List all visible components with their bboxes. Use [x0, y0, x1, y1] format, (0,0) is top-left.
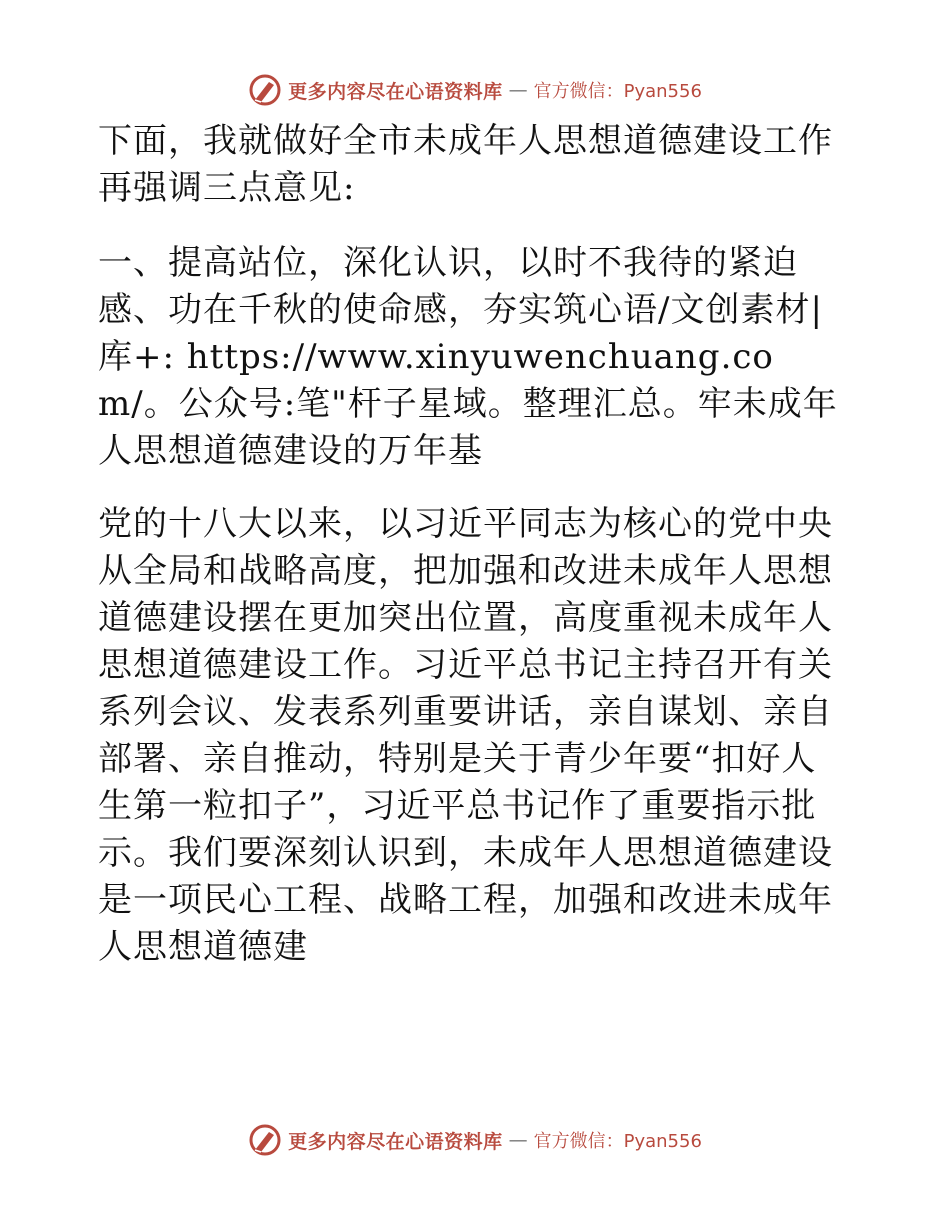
document-body [98, 118, 850, 999]
footer-separator: — [508, 1129, 528, 1151]
paragraph-section-one-heading: 一、提高站位，深化认识，以时不我待的紧迫感、功在千秋的使命感，夯实筑心语/文创素材|库+: https://www.xinyuwenchuang.com/。公众号:笔"杆子星域。整理汇总。牢未成年人思想道德建设的万年基 [98, 243, 838, 471]
pen-nib-logo-icon [248, 73, 282, 107]
paragraph-intro: 下面，我就做好全市未成年人思想道德建设工作再强调三点意见: [98, 121, 833, 208]
header-wechat-text: 官方微信：Pyan556 [533, 81, 702, 102]
footer-banner [0, 1120, 950, 1160]
pen-nib-logo-icon [248, 1123, 282, 1157]
header-separator: — [508, 79, 528, 101]
header-banner [0, 70, 950, 110]
header-brand-text: 更多内容尽在心语资料库 [288, 80, 503, 103]
footer-wechat-text: 官方微信：Pyan556 [533, 1131, 702, 1152]
footer-brand-text: 更多内容尽在心语资料库 [288, 1130, 503, 1153]
paragraph-section-one-body: 党的十八大以来，以习近平同志为核心的党中央从全局和战略高度，把加强和改进未成年人思想道德建设摆在更加突出位置，高度重视未成年人思想道德建设工作。习近平总书记主持召开有关系列会议、发表系列重要讲话，亲自谋划、亲自部署、亲自推动，特别是关于青少年要“扣好人生第一粒扣子”，习近平总书记作了重要指示批示。我们要深刻认识到，未成年人思想道德建设是一项民心工程、战略工程，加强和改进未成年人思想道德建 [98, 504, 833, 967]
